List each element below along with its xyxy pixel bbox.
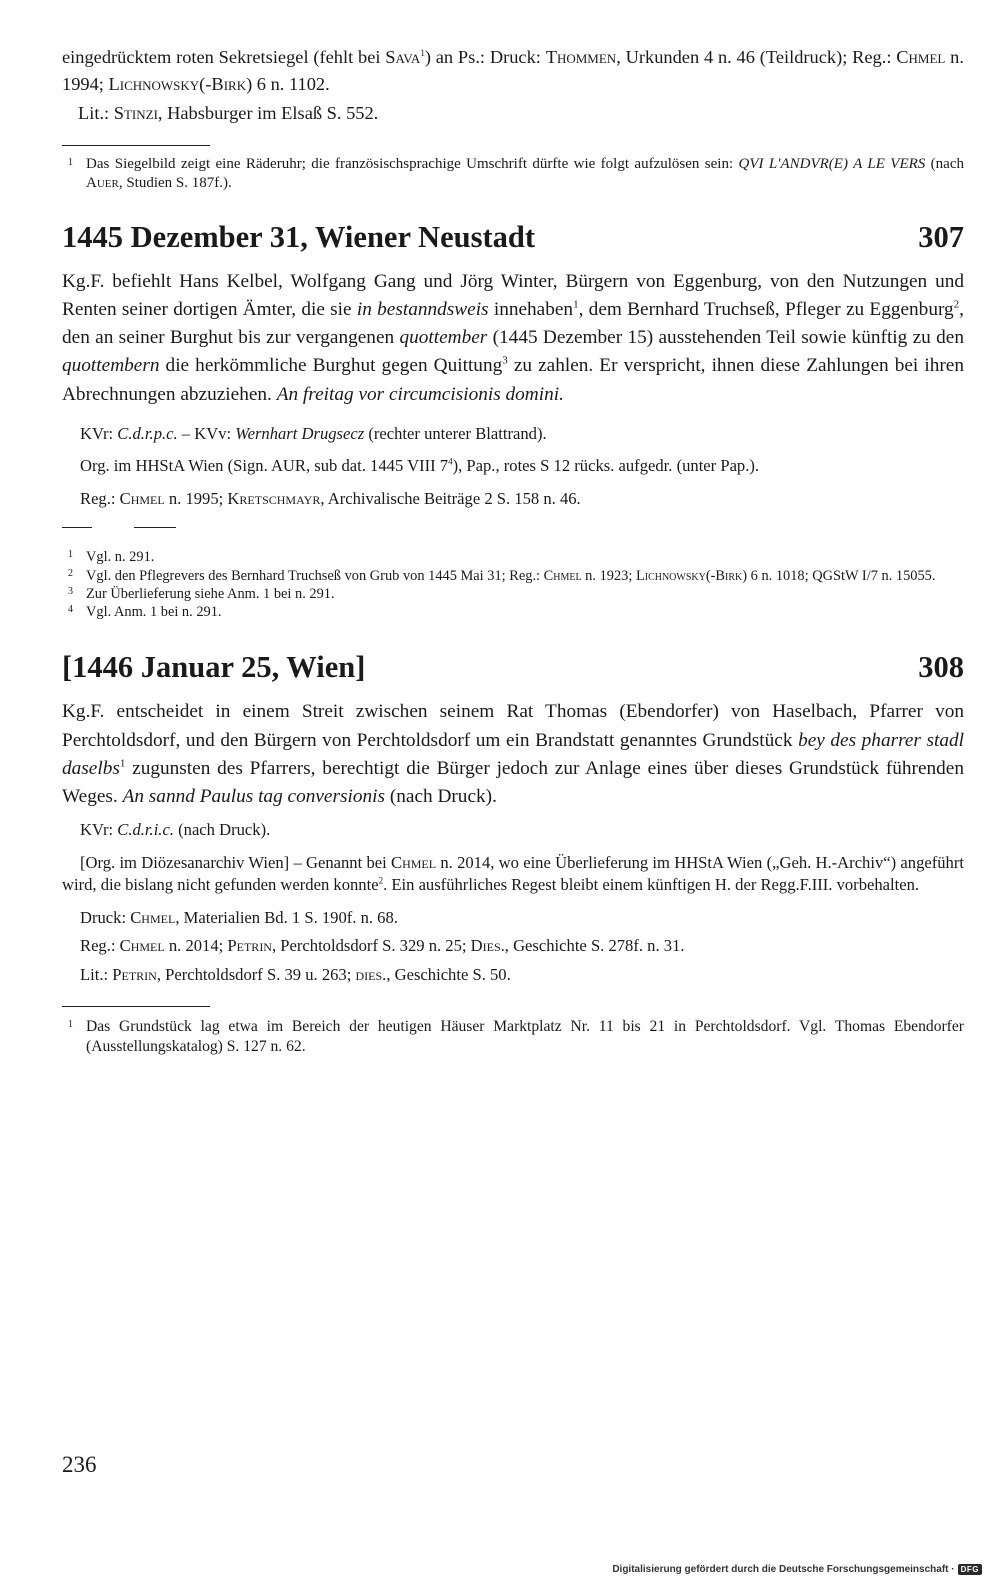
text-run: (1445 Dezember 15) ausstehenden Teil sowie künftig zu den	[487, 327, 964, 349]
text-run: Zur Überlieferung siehe Anm. 1 bei n. 291.	[86, 585, 335, 602]
text-run: , Geschichte S. 50.	[386, 964, 511, 984]
footnote-ref: 1	[420, 47, 425, 58]
original-note-307	[62, 455, 964, 478]
author-name: Thommen	[545, 47, 617, 67]
entry-number: 307	[918, 219, 964, 254]
text-run: n. 2014, wo eine Überlieferung im HHStA Wien („Geh. H.-Archiv“) angeführt wird, die bislang nicht gefunden werden konnte	[62, 852, 964, 895]
text-run: ), Pap., rotes S 12 rücks. aufgedr. (unter Pap.).	[452, 456, 760, 476]
text-run: ) an Ps.: Druck:	[424, 47, 546, 67]
entry-heading-307	[62, 218, 964, 256]
text-run: , Geschichte S. 278f. n. 31.	[504, 936, 685, 956]
text-run: n. 1995;	[164, 488, 228, 508]
continuation-text	[62, 44, 964, 97]
text-run: , Perchtoldsdorf S. 329 n. 25;	[271, 936, 471, 956]
author-name: Chmel	[130, 907, 176, 927]
author-name: Chmel	[543, 567, 582, 584]
kanzleivermerk-308	[62, 819, 964, 842]
footnote	[62, 585, 964, 603]
text-run: Kg.F. befiehlt Hans Kelbel, Wolfgang Gang und Jörg Winter, Bürgern von Eggenburg, von den Nutzungen und Renten seiner dortigen Ämter, die sie	[62, 270, 964, 320]
text-run: [Org. im Diözesanarchiv Wien] – Genannt bei	[80, 852, 392, 872]
text-run: Wernhart Drugsecz	[235, 423, 365, 443]
page-number: 236	[62, 1452, 97, 1477]
druck-note-308	[62, 907, 964, 930]
footnote-divider	[62, 145, 210, 146]
text-run: zu zahlen. Er verspricht, ihnen diese Zahlungen bei ihren Abrechnungen abzuziehen.	[62, 355, 964, 405]
text-run: die herkömmliche Burghut gegen Quittung	[159, 355, 503, 377]
text-run: Das Grundstück lag etwa im Bereich der heutigen Häuser Marktplatz Nr. 11 bis 21 in Perchtoldsdorf. Vgl. Thomas Ebendorfer (Ausstellungskatalog) S. 127 n. 62.	[86, 1018, 964, 1056]
author-name: dies.	[355, 964, 387, 984]
text-run: An freitag vor circumcisionis domini.	[276, 383, 564, 405]
author-name: Sava	[385, 47, 421, 67]
text-run: An sannd Paulus tag conversionis	[122, 786, 385, 808]
text-run: Lit.:	[80, 964, 113, 984]
footnote-ref: 1	[573, 298, 579, 311]
text-run: Vgl. den Pflegrevers des Bernhard Truchseß von Grub von 1445 Mai 31; Reg.:	[86, 567, 544, 584]
author-name: Chmel	[896, 47, 946, 67]
regest-text-307	[62, 268, 964, 409]
text-run: (rechter unterer Blattrand).	[364, 423, 547, 443]
dfg-logo: DFG	[958, 1564, 982, 1575]
text-run: KVr:	[80, 820, 118, 840]
footnote-ref: 2	[378, 875, 384, 886]
footnote-number: 3	[68, 585, 73, 597]
footnote-number: 4	[68, 604, 73, 616]
literature-note-308	[62, 964, 964, 987]
regest-text-308	[62, 698, 964, 811]
footer-text: Digitalisierung gefördert durch die Deutsche Forschungsgemeinschaft ·	[612, 1564, 955, 1575]
funding-footer	[612, 1564, 982, 1575]
regesten-note-307	[62, 488, 964, 511]
original-note-308	[62, 852, 964, 897]
author-name: Chmel	[119, 936, 165, 956]
author-name: Kretschmayr	[227, 488, 321, 508]
text-run: eingedrücktem roten Sekretsiegel (fehlt bei	[62, 47, 386, 67]
literature-line	[78, 100, 964, 127]
text-run: (nach	[925, 155, 964, 172]
footnote	[62, 548, 964, 566]
footnotes-308	[62, 1017, 964, 1057]
footnote-ref: 2	[953, 298, 960, 311]
text-run: Das Siegelbild zeigt eine Räderuhr; die französischsprachige Umschrift dürfte wie folgt aufzulösen sein:	[86, 155, 739, 172]
text-run: , Perchtoldsdorf S. 39 u. 263;	[156, 964, 356, 984]
text-run: 6 n. 1018; QGStW I/7 n. 15055.	[747, 567, 936, 584]
text-run: quottember	[399, 327, 488, 349]
author-name: Lichnowsky(-Birk)	[635, 567, 748, 584]
footnote-number: 1	[68, 156, 73, 168]
footnote-number: 1	[68, 549, 73, 561]
text-run: Org. im HHStA Wien (Sign. AUR, sub dat. 1445 VIII 7	[80, 456, 449, 476]
text-run: in bestanndsweis	[356, 298, 489, 320]
footnote-ref: 4	[448, 456, 453, 467]
text-run: Reg.:	[80, 936, 120, 956]
document-page	[62, 44, 964, 1057]
text-run: Vgl. Anm. 1 bei n. 291.	[86, 604, 222, 621]
author-name: Petrin	[112, 964, 157, 984]
entry-number: 308	[918, 650, 964, 685]
author-name: Stinzi	[113, 103, 158, 124]
footnote-ref: 3	[502, 354, 508, 367]
text-run: zugunsten des Pfarrers, berechtigt die Bürger jedoch zur Anlage eines über dieses Grundstück führenden Weges.	[62, 757, 964, 808]
footnote-divider	[62, 1006, 210, 1007]
text-run: Lit.:	[78, 103, 114, 124]
text-run: , Studien S. 187f.).	[118, 174, 232, 191]
text-run: QVI L'ANDVR(E) A LE VERS	[738, 155, 926, 172]
text-run: n. 1994;	[62, 47, 964, 94]
entry-date-place: [1446 Januar 25, Wien]	[62, 650, 366, 685]
text-run: , Materialien Bd. 1 S. 190f. n. 68.	[175, 907, 398, 927]
author-name: Lichnowsky(-Birk)	[108, 73, 253, 94]
footnote	[62, 603, 964, 621]
text-run: C.d.r.i.c.	[117, 820, 174, 840]
footnote	[62, 1017, 964, 1057]
text-run: n. 2014;	[164, 936, 228, 956]
text-run: , dem Bernhard Truchseß, Pfleger zu Eggenburg	[578, 298, 954, 320]
text-run: , Habsburger im Elsaß S. 552.	[157, 103, 379, 124]
text-run: Reg.:	[80, 488, 120, 508]
entry-date-place: 1445 Dezember 31, Wiener Neustadt	[62, 219, 535, 254]
footnotes-top	[62, 155, 964, 193]
text-run: , Urkunden 4 n. 46 (Teildruck); Reg.:	[616, 47, 897, 67]
text-run: Kg.F. entscheidet in einem Streit zwischen seinem Rat Thomas (Ebendorfer) von Haselbach, Pfarrer von Perchtoldsdorf, und den Bürgern von Perchtoldsdorf um ein Brandstatt genanntes Grundstück	[62, 701, 964, 751]
text-run: quottembern	[62, 355, 160, 377]
footnote	[62, 155, 964, 193]
footnote-divider	[62, 527, 964, 528]
text-run: 6 n. 1102.	[252, 73, 330, 94]
text-run: Vgl. n. 291.	[86, 549, 155, 566]
footnote-number: 1	[68, 1019, 73, 1031]
footnote-number: 2	[68, 567, 73, 579]
footnote-ref: 1	[119, 757, 126, 770]
author-name: Auer	[86, 174, 119, 191]
text-run: . Ein ausführliches Regest bleibt einem künftigen H. der Regg.F.III. vorbehalten.	[383, 875, 920, 895]
text-run: Druck:	[80, 907, 131, 927]
author-name: Dies.	[470, 936, 505, 956]
text-run: KVr:	[80, 423, 118, 443]
text-run: (nach Druck).	[385, 786, 497, 808]
text-run: , Archivalische Beiträge 2 S. 158 n. 46.	[320, 488, 581, 508]
entry-heading-308	[62, 648, 964, 686]
text-run: bey des pharrer stadl daselbs	[62, 729, 964, 779]
text-run: innehaben	[488, 298, 574, 320]
text-run: n. 1923;	[581, 567, 636, 584]
text-run: , den an seiner Burghut bis zur vergangenen	[62, 298, 964, 349]
author-name: Petrin	[227, 936, 272, 956]
text-run: (nach Druck).	[173, 820, 271, 840]
text-run: – KVv:	[177, 423, 236, 443]
author-name: Chmel	[391, 852, 437, 872]
kanzleivermerk-307	[62, 423, 964, 446]
text-run: C.d.r.p.c.	[117, 423, 178, 443]
author-name: Chmel	[119, 488, 165, 508]
regesten-note-308	[62, 935, 964, 958]
footnote	[62, 567, 964, 585]
footnotes-307	[62, 548, 964, 621]
